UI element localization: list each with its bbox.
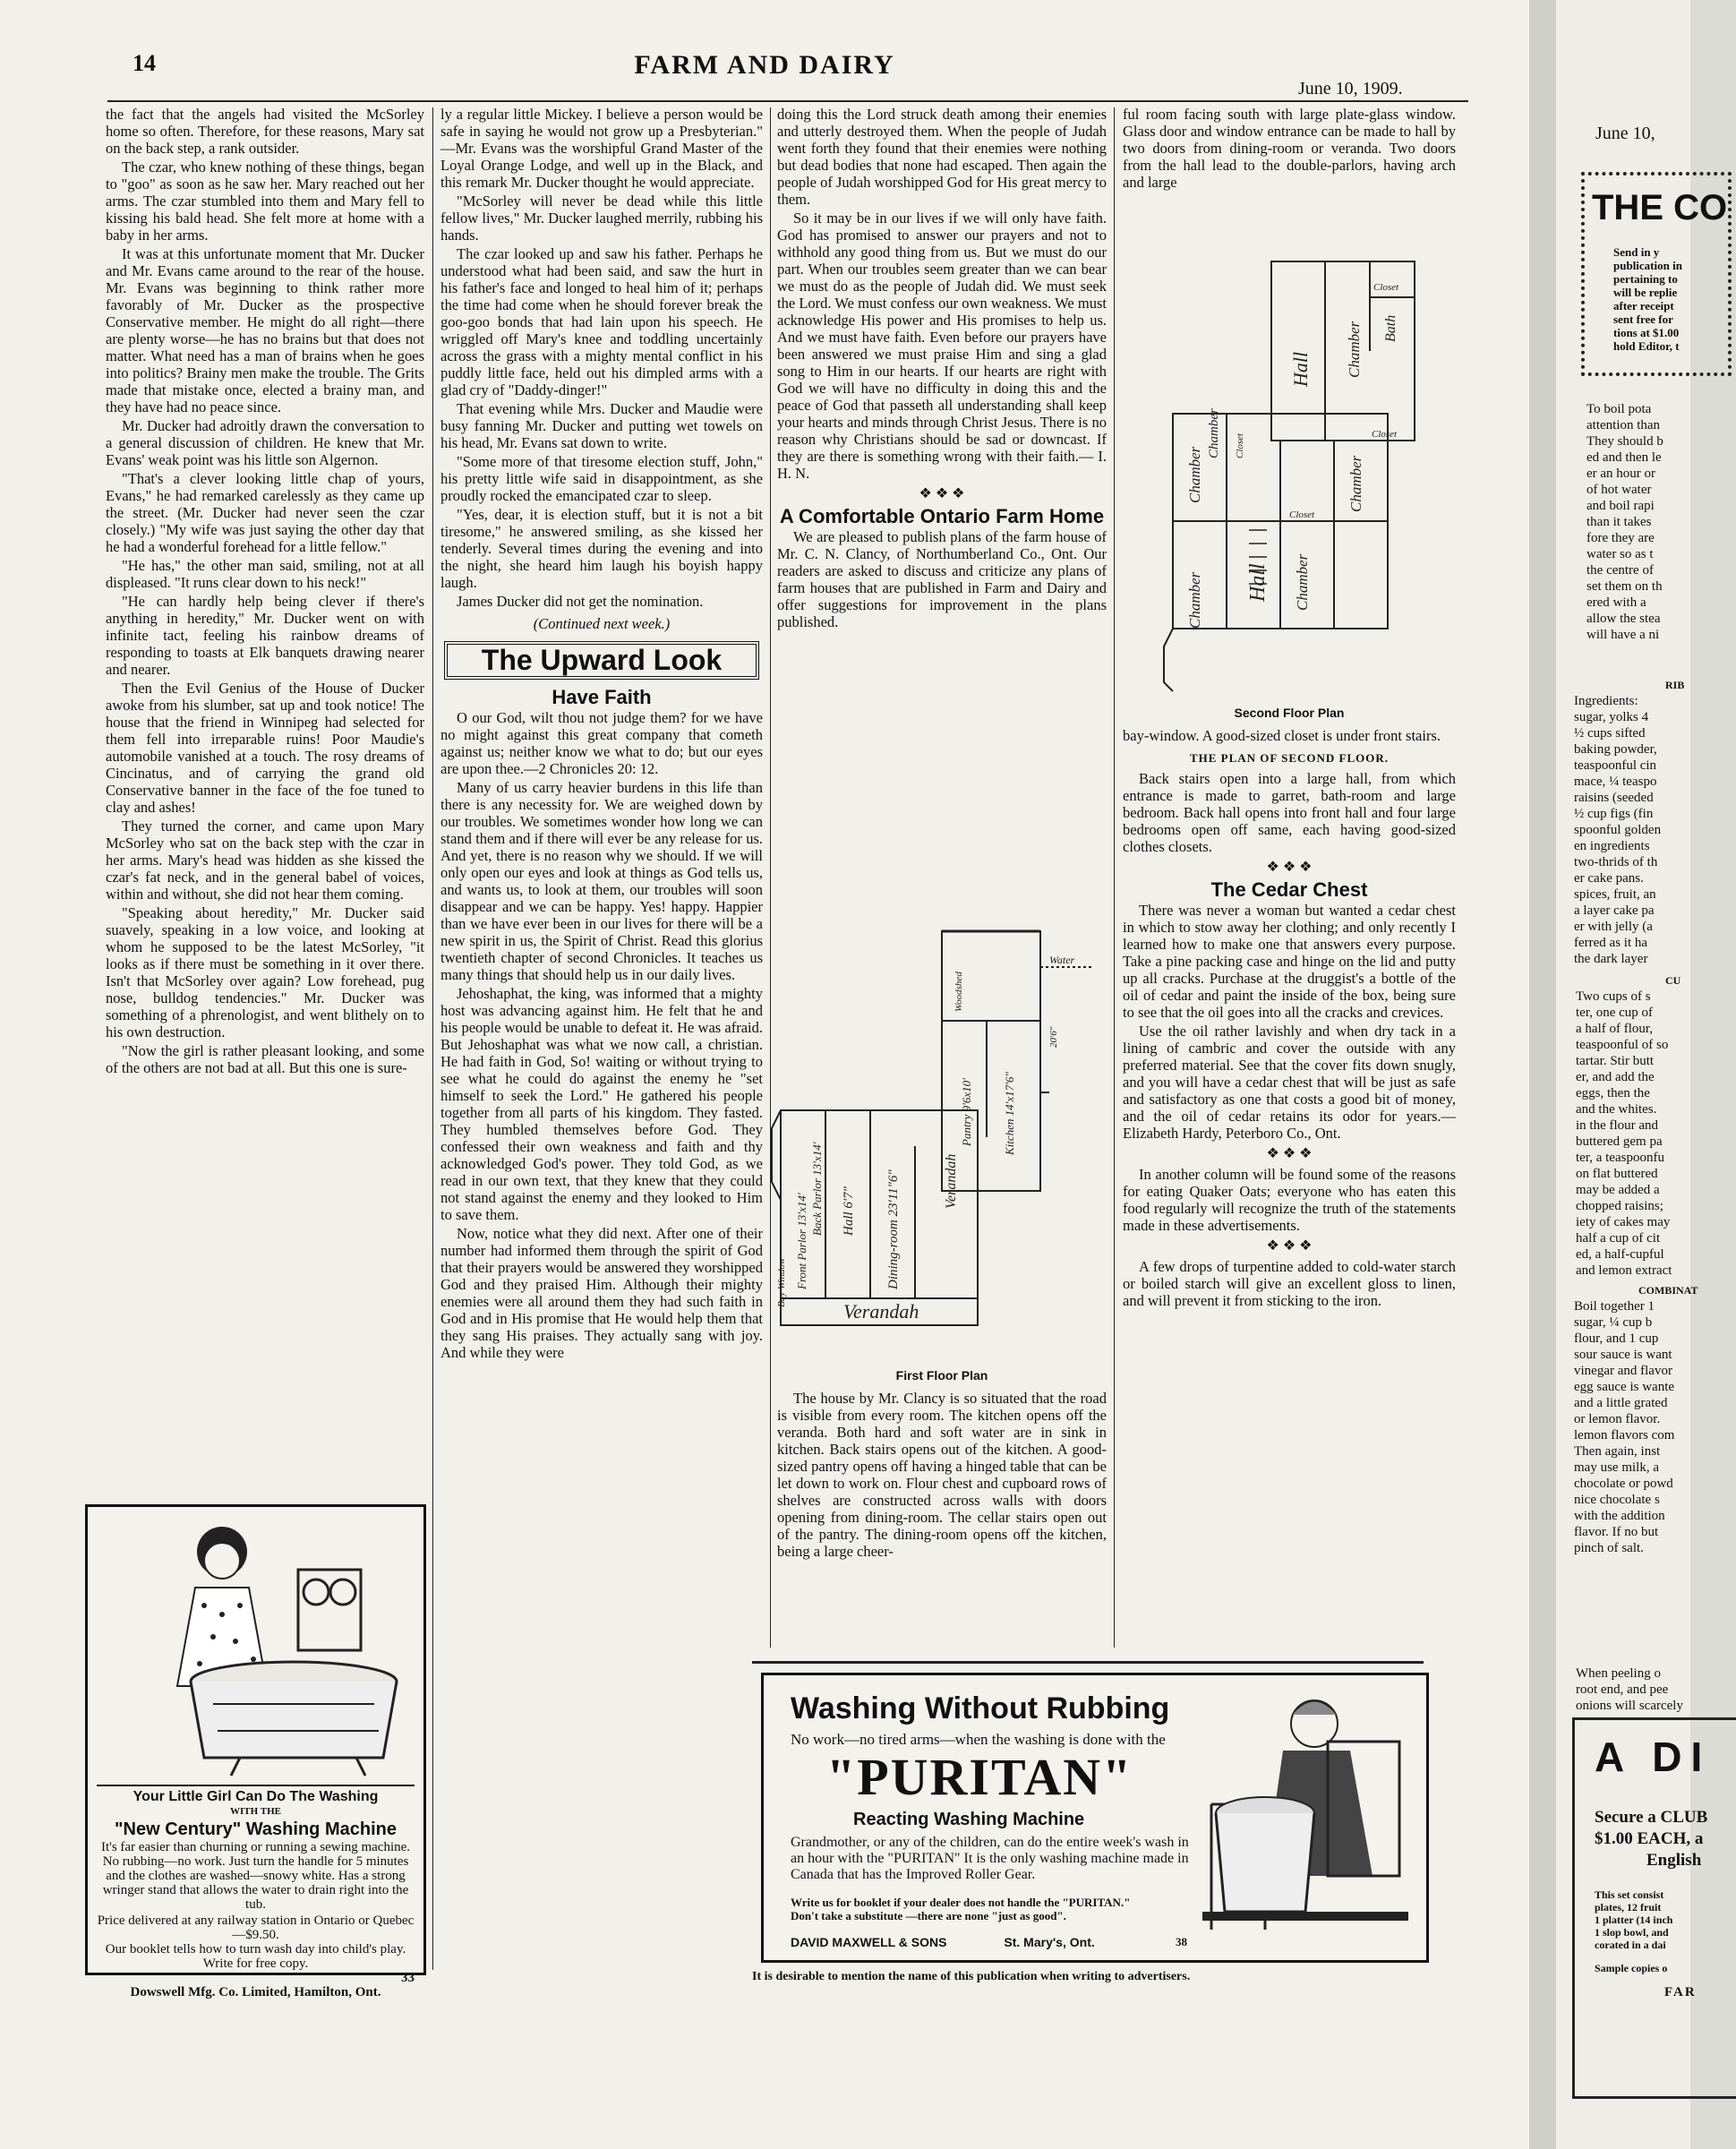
column-rule-3 (1114, 107, 1115, 1648)
next-page-text-e (1576, 1665, 1683, 1714)
col1-paragraph: "He can hardly help being clever if there's anything in heredity," Mr. Ducker went on with infinite tact, feeling his rainbow dreams of responding to toasts at Elk banquets drawing nearer and nearer. (106, 593, 424, 678)
next-page-line: flavor. If no but (1574, 1525, 1659, 1539)
col2-paragraph: ly a regular little Mickey. I believe a person would be safe in saying he would not grow up a Presbyterian." —Mr. Evans was the worshipful Grand Master of the Loyal Orange Lodge, and well up in the Black, and this remark Mr. Ducker thought he would appreciate. (440, 106, 763, 191)
next-page-line: the dark layer (1574, 952, 1648, 966)
next-page-line: To boil pota (1586, 402, 1652, 416)
next-page-ad-line: Secure a CLUB (1595, 1808, 1708, 1827)
col4-paragraph: Use the oil rather lavishly and when dry tack in a lining of cambric and cover the outside with any preferred material. See that the cover fits down snugly, and you will have a cedar chest that will be just as safe and satisfactory as one that costs a good bit of money, and the oil of cedar retains its odor for years.—Elizabeth Hardy, Peterboro Co., Ont. (1123, 1023, 1456, 1142)
next-page-line: and the whites. (1576, 1102, 1657, 1117)
column-1 (106, 106, 424, 1485)
next-page-text-c (1576, 989, 1672, 1279)
next-page-line: ½ cup figs (fin (1574, 807, 1654, 821)
page-gutter (1529, 0, 1556, 2149)
puritan-ad-location: St. Mary's, Ont. (1004, 1935, 1095, 1949)
header-rule (107, 100, 1468, 102)
col4-paragraph: bay-window. A good-sized closet is under front stairs. (1123, 727, 1441, 744)
plan-second-floor-heading: THE PLAN OF SECOND FLOOR. (1189, 751, 1390, 765)
puritan-ad-brand: "PURITAN" (826, 1748, 1133, 1806)
column-3 (777, 106, 1107, 912)
next-page-line: en ingredients (1574, 839, 1650, 853)
column-3-lower (777, 1390, 1107, 1658)
ad-top-rule (752, 1661, 1424, 1664)
col3-paragraph: The house by Mr. Clancy is so situated that the road is visible from every room. The kitchen opens off the veranda. Both hard and soft water are in sink in kitchen. Back stairs opens out of the kitchen. A good-sized pantry opens off having a hinged table that can be let down to work on. Flour chest and cupboard rows of shelves are constructed across walls with doors opening from dining-room. The cellar stairs open out of the pantry. The dining-room opens off the kitchen, being a large cheer- (777, 1390, 1107, 1560)
next-page-line: Ingredients: (1574, 694, 1638, 708)
col4-paragraph: In another column will be found some of the reasons for eating Quaker Oats; everyone who has eaten this food regularly will recognize the truth of the statements made in these advertisements. (1123, 1166, 1456, 1234)
column-2 (440, 106, 763, 1968)
plan-label-dimension: 20'6" (1048, 1026, 1059, 1048)
next-page-line: on flat buttered (1576, 1167, 1658, 1181)
next-page-line: a layer cake pa (1574, 903, 1655, 918)
next-page-line: in the flour and (1576, 1118, 1659, 1133)
next-page-line: spoonful golden (1574, 823, 1662, 837)
next-page-line: raisins (seeded (1574, 791, 1654, 805)
col2-paragraph: Now, notice what they did next. After one of their number had informed them through the spirit of God that their prayers would be answered they worshipped God and they praised Him. Although their mighty enemies were all around them they had such faith in God and in His promise that He would help them that they sang His praises. They actually sang with joy. And while they were (440, 1225, 763, 1361)
first-floor-caption: First Floor Plan (895, 1368, 988, 1383)
plan2-label-chamber: Chamber (1346, 321, 1363, 378)
next-page-line: spices, fruit, an (1574, 887, 1656, 902)
col1-paragraph: "He has," the other man said, smiling, not at all displeased. "It runs clear down to his neck!" (106, 557, 424, 591)
next-page-line: will have a ni (1586, 628, 1660, 642)
next-page-line: When peeling o (1576, 1666, 1661, 1681)
grandmother-with-washer-illustration (1193, 1688, 1417, 1948)
section-divider: ❖ ❖ ❖ (1266, 860, 1313, 875)
ad-text-block (97, 1785, 415, 1999)
col1-paragraph: Then the Evil Genius of the House of Ducker awoke from his slumber, sat up and took notice! The house that the friend in Winnipeg had selected for them fell into irreparable ruins! Poor Maudie's automobile vanished at a touch. The rosy dreams of Cincinatus, and of carrying the grand old Conservative banner in the face of the foe tuned to clay and ashes! (106, 680, 424, 816)
plan2-label-hall-lower: Hall (1246, 563, 1270, 602)
col1-paragraph: The czar, who knew nothing of these things, began to "goo" as soon as he saw her. Mary reached out her arms. The czar stumbled into them and Mary fell to kissing his bald head. She felt more at home with a baby in her arms. (106, 158, 424, 244)
next-page-line: attention than (1586, 418, 1661, 432)
next-page-line: root end, and pee (1576, 1682, 1669, 1697)
col2-paragraph: "Yes, dear, it is election stuff, but it is not a bit tiresome," he answered smiling, as she kissed her tenderly. Several times during the evening and into the night, she heard him laugh his boyish happy laugh. (440, 506, 763, 591)
next-page-line: er cake pans. (1574, 871, 1644, 886)
next-page-line: chopped raisins; (1576, 1199, 1663, 1213)
next-page-heading: RIB (1665, 679, 1685, 691)
first-floor-plan (772, 913, 1112, 1361)
column-rule-2 (770, 107, 771, 1648)
next-page-box-line: publication in (1613, 259, 1682, 272)
next-page-line: er with jelly (a (1574, 920, 1653, 934)
puritan-ad-company: DAVID MAXWELL & SONS (791, 1935, 947, 1949)
next-page-line: sugar, ¼ cup b (1574, 1315, 1653, 1330)
plan2-label-closet: Closet (1289, 509, 1315, 520)
next-page-line: or lemon flavor. (1574, 1412, 1661, 1426)
next-page-line: may be added a (1576, 1183, 1660, 1197)
col3-paragraph: doing this the Lord struck death among their enemies and utterly destroyed them. When the people of Judah went forth they found that their enemies were nothing but dead bodies that none had escaped. Then again the people of Judah worshipped God for His great mercy to them. (777, 106, 1107, 208)
next-page-line: teaspoonful of so (1576, 1038, 1669, 1052)
next-page-line: and lemon extract (1576, 1263, 1672, 1278)
next-page-line: mace, ¼ teaspo (1574, 775, 1657, 789)
puritan-washing-machine-ad (761, 1673, 1429, 1963)
next-page-ad-small (1595, 1888, 1672, 1951)
next-page-line: and a little grated (1574, 1396, 1668, 1410)
next-page-box-line: after receipt (1613, 299, 1674, 313)
new-century-washing-machine-ad (85, 1504, 426, 1999)
col1-paragraph: It was at this unfortunate moment that Mr. Ducker and Mr. Evans came around to the rear of the house. Mr. Evans was beginning to think rather more favorably of Mr. Ducker as the prospective Conservative member. He might do all right—there are plenty worse—he has no brains but that does not matter. What need has a man of brains when he goes into politics? Brainy men make the trouble. The Grits made that mistake once, elected a brainy man, and they have had no peace since. (106, 245, 424, 415)
col4-paragraph: Back stairs open into a large hall, from which entrance is made to garret, bath-room and large bedroom. Back hall opens into front hall and four large bedrooms open off same, each having good-sized clothes closets. (1123, 770, 1456, 855)
page-number: 14 (133, 50, 156, 76)
next-page-line: set them on th (1586, 579, 1663, 594)
col4-paragraph: There was never a woman but wanted a cedar chest in which to stow away her clothing; and only recently I learned how to make one that answers every purpose. Take a pine packing case and hinge on the lid and putty up all cracks. Purchase at the druggist's a bottle of the oil of cedar and paint the inside of the box, being sure to see that the oil goes into all the cracks and crevices. (1123, 902, 1456, 1021)
next-page-line: allow the stea (1586, 612, 1661, 626)
col2-paragraph: That evening while Mrs. Ducker and Maudie were busy fanning Mr. Ducker and putting wet towels on his head, Mr. Evans sat down to write. (440, 400, 763, 451)
next-page-ad-line: $1.00 EACH, a (1595, 1829, 1704, 1848)
ad-number: 33 (401, 1971, 415, 1985)
have-faith-heading: Have Faith (552, 686, 652, 708)
page-header (0, 43, 1529, 97)
next-page-line: Boil together 1 (1574, 1299, 1655, 1314)
next-page-line: eggs, then the (1576, 1086, 1650, 1100)
next-page-heading: CU (1665, 974, 1681, 987)
next-page-line: tartar. Stir butt (1576, 1054, 1655, 1068)
next-page-line: ed, a half-cupful (1576, 1247, 1664, 1262)
next-page-box-line: tions at $1.00 (1613, 326, 1680, 339)
plan-label-pantry: Pantry 9'6x10' (960, 1078, 973, 1146)
col1-paragraph: the fact that the angels had visited the McSorley home so often. Therefore, for these reasons, Mary sat on the back step, a rank outsider. (106, 106, 424, 157)
ad-product-name: "New Century" Washing Machine (115, 1819, 397, 1839)
plan-label-back-parlor: Back Parlor 13'x14' (810, 1142, 824, 1236)
column-rule-1 (432, 107, 433, 1970)
plan2-label-chamber: Chamber (1294, 553, 1311, 611)
next-page-ad-small-line: plates, 12 fruit (1595, 1901, 1662, 1914)
plan2-label-chamber: Chamber (1347, 455, 1364, 512)
next-page-line: sour sauce is want (1574, 1348, 1672, 1362)
next-page-text-b (1574, 693, 1661, 967)
next-page-ad-line: English (1646, 1851, 1702, 1870)
col1-paragraph: "Speaking about heredity," Mr. Ducker said suavely, speaking in a low voice, and looking at whom he supposed to be the latest McSorley, "it looks as if there must be something in it over there. Isn't that McSorley over again? Low forehead, pug nose, bulldog tendencies." Mr. Ducker was something of a phrenologist, and went blithely on to his own destruction. (106, 904, 424, 1040)
ad-headline: Your Little Girl Can Do The Washing (97, 1785, 415, 1804)
next-page-line: than it takes (1586, 515, 1652, 529)
col2-paragraph: Jehoshaphat, the king, was informed that a mighty host was advancing against him. He felt that he and his people would be unable to defeat it. He was afraid. But Jehoshaphat was what we now call, a christian. He had faith in God, So! waiting or without trying to see what he could do against the enemy he "set himself to seek the Lord." He gathered his people together from all parts of his kingdom. They fasted. They humbled themselves before God. They confessed their own weakness and faith and thy acknowledged God's power. They told God, as we read in our own text, that they knew that they could not stand against the enemy and they looked to Him to save them. (440, 985, 763, 1223)
second-floor-plan (1164, 235, 1424, 700)
ad-with-the: WITH THE (230, 1806, 281, 1817)
section-divider: ❖ ❖ ❖ (919, 486, 965, 501)
next-page-box (1581, 172, 1732, 376)
next-page-line: lemon flavors com (1574, 1428, 1675, 1443)
plan-outline-kitchen (942, 931, 1040, 1191)
next-page-line: water so as t (1586, 547, 1654, 561)
next-page-line: of hot water (1586, 483, 1652, 497)
next-page-ad-small-line: This set consist (1595, 1888, 1664, 1901)
next-page-line: pinch of salt. (1574, 1541, 1644, 1555)
next-page-line: nice chocolate s (1574, 1493, 1660, 1507)
next-page-line: sugar, yolks 4 (1574, 710, 1649, 724)
column-4 (1123, 106, 1456, 240)
next-page-box-line: hold Editor, t (1613, 339, 1680, 353)
plan2-label-bath: Bath (1383, 314, 1398, 342)
next-page-line: er an hour or (1586, 467, 1656, 481)
plan2-label-chamber: Chamber (1186, 446, 1203, 503)
col3-paragraph: So it may be in our lives if we will only have faith. God has promised to answer our prayers and not to withhold any good thing from us. But we must do our part. When our troubles seem greater than we can bear we must do as the people of Judah did. We must seek the Lord. We must confess our own weakness. We must acknowledge His power and His promises to help us. And we must have faith. Even before our prayers have been answered we must praise Him and sing a glad song to Him in our hearts. If our hearts are right with God we will have no difficulty in doing this and the peace of God that passeth all understanding shall keep your hearts and minds through Christ Jesus. There is no reason why Christians should be sad or downcast. If they are there is something wrong with their faith.— I. H. N. (777, 210, 1107, 482)
next-page-ad (1572, 1717, 1736, 2099)
col2-paragraph: "McSorley will never be dead while this little fellow lives," Mr. Ducker laughed merrily, rubbing his hands. (440, 193, 763, 244)
next-page-line: ferred as it ha (1574, 936, 1648, 950)
next-page-box-title: THE CO (1592, 188, 1728, 227)
next-page-line: egg sauce is wante (1574, 1380, 1675, 1394)
next-page-ad-small-line: 1 platter (14 inch (1595, 1914, 1673, 1926)
col2-paragraph: James Ducker did not get the nomination. (457, 593, 704, 610)
col1-paragraph: Mr. Ducker had adroitly drawn the conversation to a general discussion of children. He knew that Mr. Evans' weak point was his little son Algernon. (106, 417, 424, 468)
cedar-chest-title: The Cedar Chest (1210, 878, 1368, 901)
next-page-edge (1556, 0, 1728, 2149)
publication-title: FARM AND DAIRY (634, 50, 895, 80)
next-page-line: Two cups of s (1576, 989, 1651, 1004)
col1-paragraph: "Now the girl is rather pleasant looking, and some of the others are not bad at all. But this one is sure- (106, 1042, 424, 1076)
plan-label-front-parlor: Front Parlor 13'x14' (795, 1193, 808, 1289)
next-page-line: vinegar and flavor (1574, 1364, 1672, 1378)
next-page-line: and boil rapi (1586, 499, 1655, 513)
puritan-ad-product: Reacting Washing Machine (853, 1810, 1085, 1829)
second-floor-caption: Second Floor Plan (1234, 706, 1345, 720)
plan2-label-closet: Closet (1373, 282, 1399, 293)
next-page-line: the centre of (1586, 563, 1654, 578)
plan-label-kitchen: Kitchen 14'x17'6" (1003, 1072, 1016, 1155)
next-page-ad-small-line: corated in a dai (1595, 1939, 1666, 1951)
ad-company: Dowswell Mfg. Co. Limited, Hamilton, Ont. (130, 1985, 381, 1999)
plan-label-hall: Hall 6'7" (842, 1186, 856, 1236)
puritan-ad-body: Grandmother, or any of the children, can do the entire week's wash in an hour with the "PURITAN" It is the only washing machine made in Canada that has the Improved Roller Gear. (791, 1835, 1189, 1882)
plan-label-woodshed: Woodshed (954, 972, 964, 1012)
next-page-line: er, and add the (1576, 1070, 1655, 1084)
advertiser-footnote: It is desirable to mention the name of this publication when writing to advertisers. (752, 1970, 1191, 1983)
ad-booklet: Our booklet tells how to turn wash day into child's play. Write for free copy. (105, 1942, 406, 1971)
next-page-line: Then again, inst (1574, 1444, 1661, 1459)
section-divider: ❖ ❖ ❖ (1266, 1238, 1313, 1254)
col2-paragraph: O our God, wilt thou not judge them? for we have no might against this great company that cometh against us; neither know we what to do; but our eyes are upon thee.—2 Chronicles 20: 12. (440, 709, 763, 777)
col2-paragraph: Many of us carry heavier burdens in this life than there is any necessity for. We are weighed down by our troubles. We sometimes wonder how long we can stand them and if there will ever be any release for us. And yet, there is no reason why we should. If we will only open our eyes and look at things as God tells us, and wants us, to look at them, our troubles will soon disappear and we can be happy. Yes! happy. Happier than we have ever been in our lives for there will be a new spirit in us, the Spirit of Christ. Read this glorius twentieth chapter of second Chronicles. It teaches us many things that should help us in our daily lives. (440, 779, 763, 983)
next-page-line: ½ cups sifted (1574, 726, 1646, 741)
next-page-heading: COMBINAT (1638, 1284, 1698, 1297)
plan-label-verandah-bottom: Verandah (843, 1300, 919, 1323)
plan2-label-closet: Closet (1372, 429, 1398, 440)
plan2-label-closet: Closet (1235, 432, 1245, 458)
next-page-line: ter, a teaspoonfu (1576, 1151, 1664, 1165)
ad-price: Price delivered at any railway station in Ontario or Quebec—$9.50. (97, 1914, 415, 1942)
plan-label-verandah-right: Verandah (944, 1153, 959, 1209)
next-page-line: flour, and 1 cup (1574, 1331, 1659, 1346)
puritan-ad-headline: Washing Without Rubbing (791, 1691, 1170, 1725)
next-page-ad-title: A DI (1595, 1734, 1712, 1780)
next-page-line: chocolate or powd (1574, 1477, 1673, 1491)
puritan-ad-number: 38 (1176, 1935, 1187, 1948)
next-page-text-d (1574, 1298, 1674, 1556)
next-page-ad-far: FAR (1664, 1985, 1697, 1999)
next-page-line: ter, one cup of (1576, 1006, 1654, 1020)
col4-paragraph: ful room facing south with large plate-glass window. Glass door and window entrance can be made to hall by two doors from dining-room or veranda. Two doors from the hall lead to the double-parlors, having arch and large (1123, 106, 1456, 191)
next-page-line: They should b (1586, 434, 1663, 449)
next-page-line: fore they are (1586, 531, 1655, 545)
next-page-line: ed and then le (1586, 450, 1662, 465)
next-page-line: teaspoonful cin (1574, 758, 1657, 773)
col1-paragraph: "That's a clever looking little chap of yours, Evans," he had remarked carelessly as they came up the street. (Mr. Ducker had never seen the czar closely.) "My wife was just saying the other day that he had a wonderful forehead for a little fellow." (106, 470, 424, 555)
issue-date: June 10, 1909. (1298, 79, 1403, 98)
puritan-ad-signature (791, 1935, 1202, 1949)
column-4-lower (1123, 727, 1456, 1658)
col3-paragraph: We are pleased to publish plans of the farm house of Mr. C. N. Clancy, of Northumberland Co., Ont. Our readers are asked to discuss and criticize any plans of farm houses that are published in Farm and Dairy and offer suggestions for improvement in the plans published. (777, 528, 1107, 630)
next-page-line: baking powder, (1574, 742, 1657, 757)
next-page-line: two-thrids of th (1574, 855, 1658, 869)
col1-paragraph: They turned the corner, and came upon Mary McSorley who sat on the back step with the czar in her arms. Mary's head was hidden as she kissed the czar's fat neck, and in the general babel of voices, within and without, she did not hear them coming. (106, 818, 424, 903)
continued-note: (Continued next week.) (533, 615, 671, 632)
next-page-line: buttered gem pa (1576, 1134, 1663, 1149)
next-page-line: onions will scarcely (1576, 1699, 1683, 1713)
section-divider: ❖ ❖ ❖ (1266, 1146, 1313, 1161)
next-page-line: may use milk, a (1574, 1460, 1659, 1475)
col2-paragraph: The czar looked up and saw his father. Perhaps he understood what had been said, and saw the hurt in his father's face and longed to heal him of it; perhaps the time had come when he should forever break the goo-goo bonds that had lain upon his speech. He wriggled off Mary's knee and toddling uncertainly across the grass with a mighty mental conflict in his puddly little face, held out his dimpled arms with a glad cry of "Daddy-dinger!" (440, 245, 763, 398)
upward-look-heading: The Upward Look (444, 641, 759, 680)
plan2-label-hall-upper: Hall (1289, 351, 1312, 387)
plan-label-water: Water (1049, 954, 1075, 966)
next-page-box-line: Send in y (1613, 245, 1660, 259)
next-page-line: iety of cakes may (1576, 1215, 1671, 1229)
next-page-box-line: pertaining to (1613, 272, 1678, 286)
col2-paragraph: "Some more of that tiresome election stuff, John," his pretty little wife said in disappointment, as she proudly rocked the emancipated czar to sleep. (440, 453, 763, 504)
plan-label-dining-room: Dining-room 23'11"6" (886, 1169, 901, 1289)
next-page-ad-small-line: 1 slop bowl, and (1595, 1926, 1669, 1939)
plan-label-bay-window: Bay Window (776, 1257, 787, 1307)
puritan-ad-subhead: No work—no tired arms—when the washing is done with the (791, 1731, 1166, 1748)
next-page-text-a (1586, 401, 1663, 643)
next-page-line: half a cup of cit (1576, 1231, 1661, 1246)
plan2-label-chamber: Chamber (1207, 408, 1221, 458)
next-page-box-line: will be replie (1613, 286, 1678, 299)
next-page-date: June 10, (1595, 124, 1655, 143)
next-page-line: a half of flour, (1576, 1022, 1654, 1036)
next-page-box-line: sent free for (1613, 313, 1673, 326)
next-page-line: ered with a (1586, 595, 1646, 610)
farm-home-article-title: A Comfortable Ontario Farm Home (779, 505, 1105, 527)
girl-with-washing-machine-illustration (88, 1507, 423, 1776)
plan2-label-chamber: Chamber (1186, 571, 1203, 629)
puritan-ad-small-print: Write us for booklet if your dealer does not handle the "PURITAN." Don't take a substitute —there are none "just as good". (791, 1896, 1131, 1922)
next-page-box-lines (1613, 245, 1682, 353)
next-page-line: with the addition (1574, 1509, 1665, 1523)
col4-paragraph: A few drops of turpentine added to cold-water starch or boiled starch will give an excellent gloss to linen, and will prevent it from sticking to the iron. (1123, 1258, 1456, 1309)
next-page-ad-sample: Sample copies o (1595, 1962, 1668, 1974)
ad-body: It's far easier than churning or running a sewing machine. No rubbing—no work. Just turn the handle for 5 minutes and the clothes are washed—snowy white. Has a strong wringer stand that allows the water to drain right into the tub. (100, 1840, 411, 1912)
